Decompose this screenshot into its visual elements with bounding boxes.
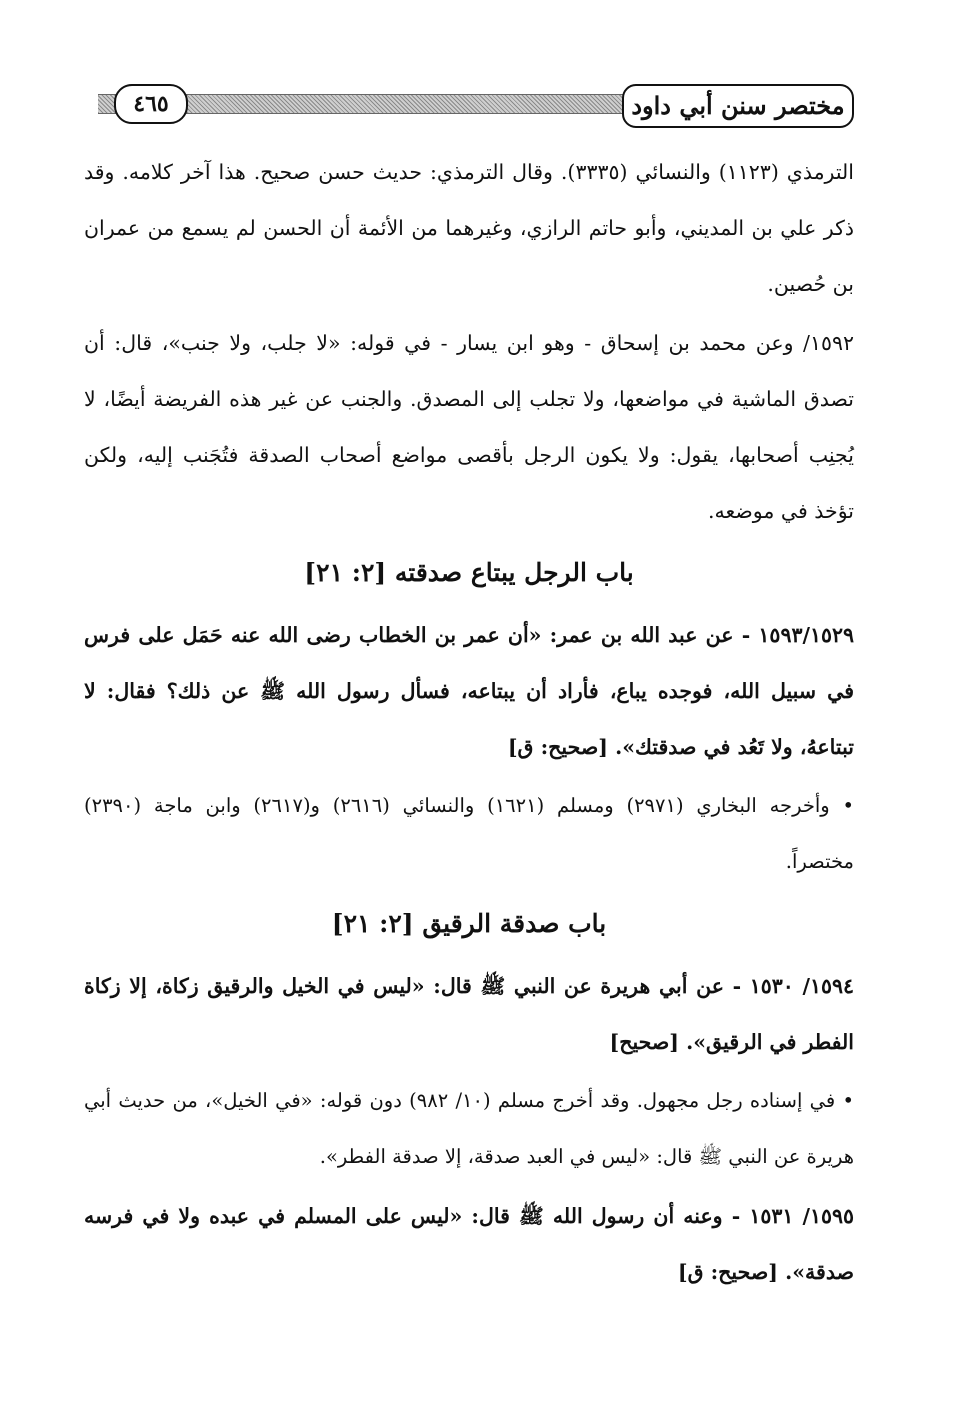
hadith-1595: ١٥٩٥/ ١٥٣١ - وعنه أن رسول الله ﷺ قال: «ليس على المسلم في عبده ولا في فرسه صدقة». [صحيح: ق] (84, 1204, 855, 1284)
book-title: مختصر سنن أبي داود (622, 84, 854, 128)
hadith-1594: ١٥٩٤/ ١٥٣٠ - عن أبي هريرة عن النبي ﷺ قال: «ليس في الخيل والرقيق زكاة، إلا زكاة الفطر في الرقيق». [صحيح] (84, 974, 855, 1054)
running-header (84, 84, 854, 134)
chapter-title-selling-sadaqa: باب الرجل يبتاع صدقته [٢: ٢١] (304, 558, 634, 587)
takhrij-note-1593: • وأخرجه البخاري (٢٩٧١) ومسلم (١٦٢١) والنسائي (٢٦١٦) و(٢٦١٧) وابن ماجة (٢٣٩٠) مختصراً. (84, 794, 854, 873)
paragraph-continuation: الترمذي (١١٢٣) والنسائي (٣٣٣٥). وقال الترمذي: حديث حسن صحيح. هذا آخر كلامه. وقد ذكر علي بن المديني، وأبو حاتم الرازي، وغيرهما من الأئمة أن الحسن لم يسمع من عمران بن حُصين. (84, 160, 854, 296)
chapter-title-slave-sadaqa: باب صدقة الرقيق [٢: ٢١] (331, 909, 607, 938)
page-body (84, 144, 854, 1300)
paragraph-hadith-1592: ١٥٩٢/ وعن محمد بن إسحاق - وهو ابن يسار - في قوله: «لا جلب، ولا جنب»، قال: أن تصدق الماشية في مواضعها، ولا تجلب إلى المصدق. والجنب عن غير هذه الفريضة أيضًا، لا يُجنِب أصحابها، يقول: ولا يكون الرجل بأقصى مواضع أصحاب الصدقة فتُجَنب إليه، ولكن تؤخذ في موضعه. (84, 331, 854, 523)
page-number: ٤٦٥ (114, 84, 188, 124)
hadith-1593: ١٥٩٣/١٥٢٩ - عن عبد الله بن عمر: «أن عمر بن الخطاب رضى الله عنه حَمَل على فرس في سبيل الله، فوجده يباع، فأراد أن يبتاعه، فسأل رسول الله ﷺ عن ذلك؟ فقال: لا تبتاعهُ، ولا تَعُد في صدقتك». [صحيح: ق] (84, 623, 854, 759)
takhrij-note-1594: • في إسناده رجل مجهول. وقد أخرج مسلم (١٠/ ٩٨٢) دون قوله: «في الخيل»، من حديث أبي هريرة عن النبي ﷺ قال: «ليس في العبد صدقة، إلا صدقة الفطر». (84, 1089, 854, 1168)
